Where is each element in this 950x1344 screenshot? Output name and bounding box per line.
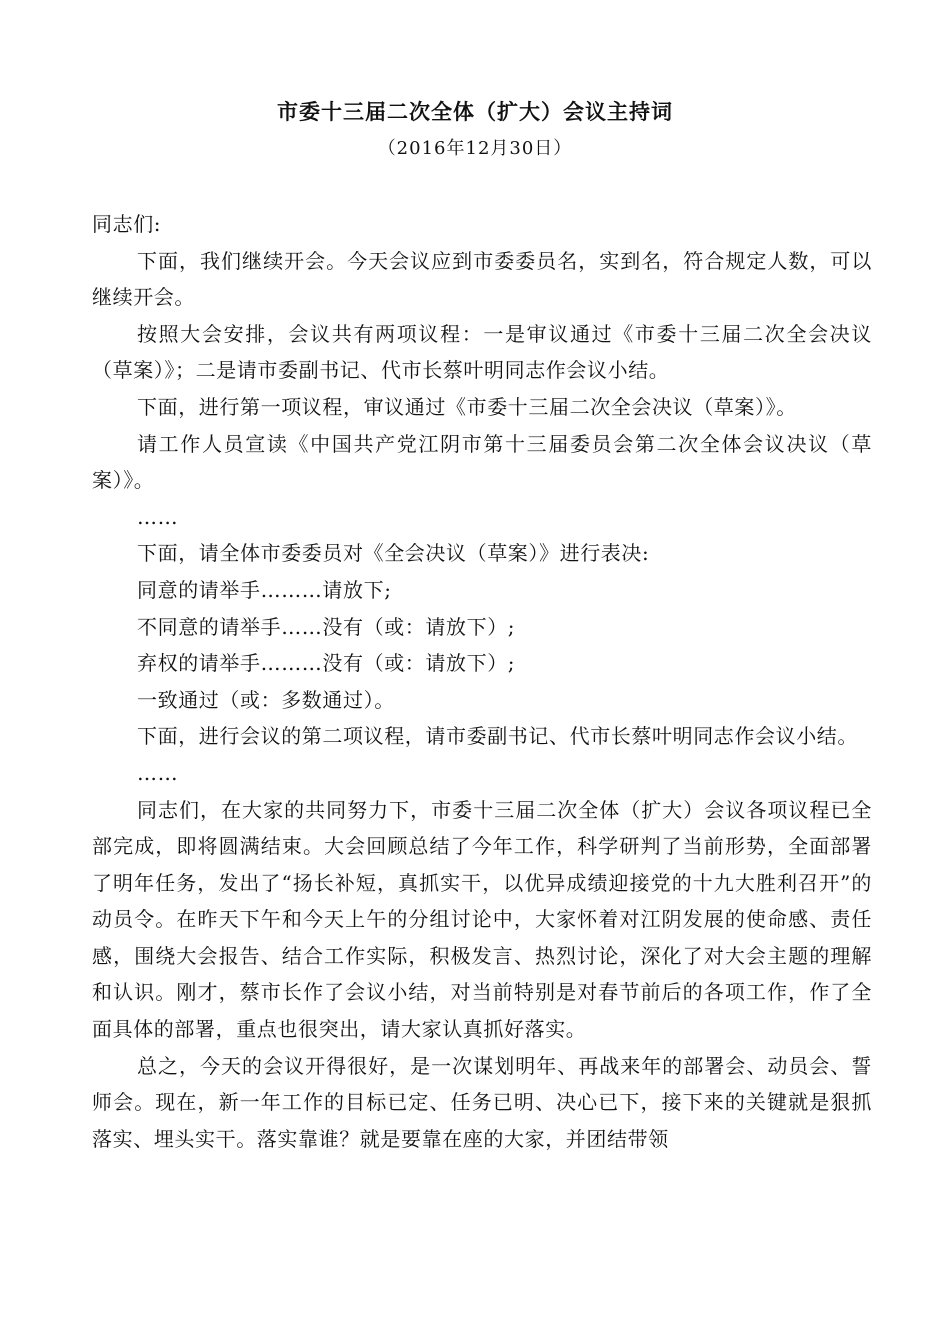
document-date: （2016年12月30日） [377, 138, 573, 159]
paragraph-8: 总之，今天的会议开得很好，是一次谋划明年、再战来年的部署会、动员会、誓师会。现在，新一年工作的目标已定、任务已明、决心已下，接下来的关键就是狠抓落实、埋头实干。落实靠谁？就是要靠在座的大家，并团结带领 [92, 1053, 872, 1151]
document-body [92, 206, 872, 1157]
paragraph-1: 下面，我们继续开会。今天会议应到市委委员名，实到名，符合规定人数，可以继续开会。 [92, 248, 872, 310]
vote-agree: 同意的请举手………请放下; [137, 577, 392, 602]
document-title: 市委十三届二次全体（扩大）会议主持词 [277, 99, 673, 124]
ellipsis-1: …… [137, 504, 179, 529]
vote-abstain: 弃权的请举手………没有（或：请放下）; [137, 651, 516, 676]
ellipsis-2: …… [137, 760, 179, 785]
vote-result: 一致通过（或：多数通过）。 [137, 687, 395, 712]
paragraph-5: 下面，请全体市委委员对《全会决议（草案）》进行表决: [137, 541, 650, 566]
paragraph-6: 下面，进行会议的第二项议程，请市委副书记、代市长蔡叶明同志作会议小结。 [137, 724, 858, 749]
paragraph-4: 请工作人员宣读《中国共产党江阴市第十三届委员会第二次全体会议决议（草案）》。 [92, 431, 872, 493]
vote-disagree: 不同意的请举手……没有（或：请放下）; [137, 614, 516, 639]
paragraph-3: 下面，进行第一项议程，审议通过《市委十三届二次全会决议（草案）》。 [137, 394, 797, 419]
paragraph-7: 同志们，在大家的共同努力下，市委十三届二次全体（扩大）会议各项议程已全部完成，即将圆满结束。大会回顾总结了今年工作，科学研判了当前形势，全面部署了明年任务，发出了“扬长补短，真抓实干，以优异成绩迎接党的十九大胜利召开”的动员令。在昨天下午和今天上午的分组讨论中，大家怀着对江阴发展的使命感、责任感，围绕大会报告、结合工作实际，积极发言、热烈讨论，深化了对大会主题的理解和认识。刚才，蔡市长作了会议小结，对当前特别是对春节前后的各项工作，作了全面具体的部署，重点也很突出，请大家认真抓好落实。 [92, 797, 872, 1042]
salutation: 同志们: [92, 212, 162, 236]
paragraph-2: 按照大会安排，会议共有两项议程：一是审议通过《市委十三届二次全会决议（草案）》；二是请市委副书记、代市长蔡叶明同志作会议小结。 [92, 321, 872, 383]
